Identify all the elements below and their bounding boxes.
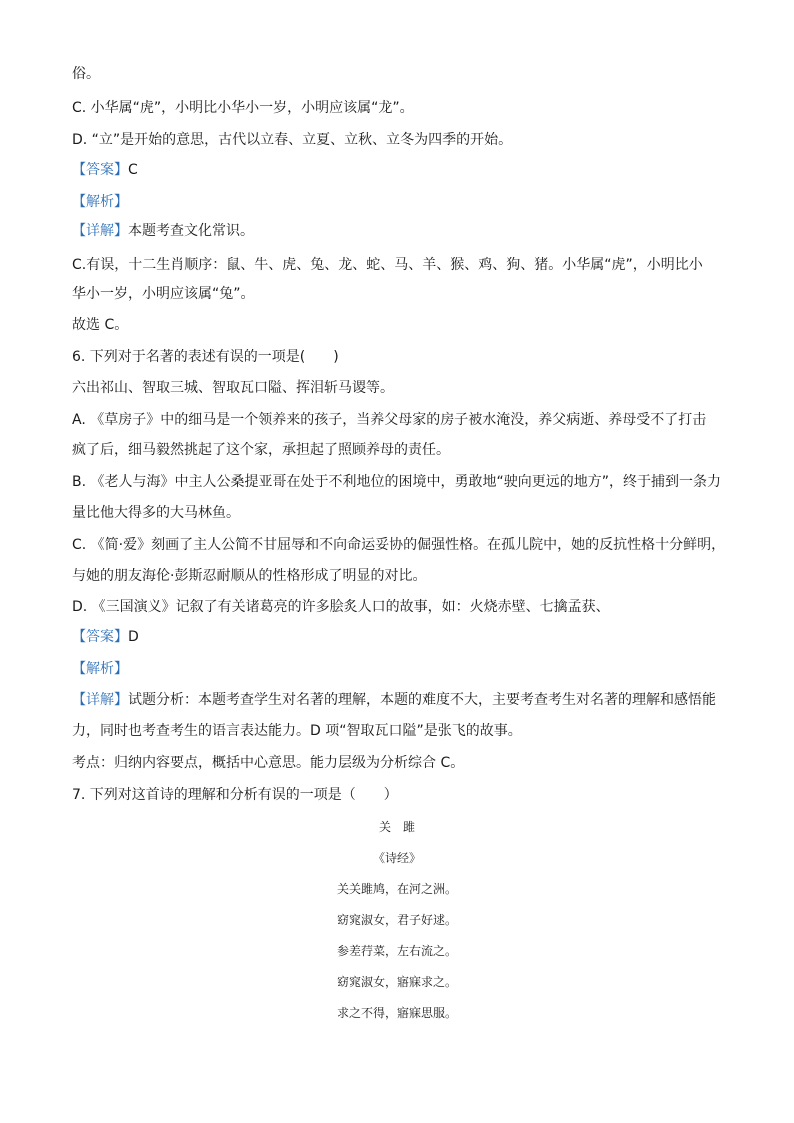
text-line: C. 《简·爱》刻画了主人公简不甘屈辱和不向命运妥协的倔强性格。在孤儿院中，她的反抗性格十分鲜明， (72, 537, 726, 553)
text-line: 疯了后，细马毅然挑起了这个家，承担起了照顾养母的责任。 (72, 442, 450, 458)
text-line: D. “立”是开始的意思，古代以立春、立夏、立秋、立冬为四季的开始。 (72, 132, 513, 148)
text-line: 力，同时也考查考生的语言表达能力。D 项“智取瓦口隘”是张飞的故事。 (72, 723, 522, 739)
poem-verse: 求之不得，寤寐思服。 (336, 1006, 457, 1020)
section-text: 本题考查文化常识。 (128, 223, 254, 239)
section-tag: 【答案】 (72, 162, 128, 178)
text-line: 六出祁山、智取三城、智取瓦口隘、挥泪斩马谡等。 (72, 380, 394, 396)
poem-verse: 窈窕淑女，寤寐求之。 (336, 975, 457, 989)
text-line: 华小一岁，小明应该属“兔”。 (72, 286, 255, 302)
text-line: 与她的朋友海伦·彭斯忍耐顺从的性格形成了明显的对比。 (72, 568, 427, 584)
section-tag: 【详解】 (72, 223, 128, 239)
text-line (72, 659, 128, 679)
section-text: 试题分析：本题考查学生对名著的理解，本题的难度不大，主要考查考生对名著的理解和感悟能 (128, 692, 716, 708)
text-line: A. 《草房子》中的细马是一个领养来的孩子，当养父母家的房子被水淹没，养父病逝、养母受不了打击 (72, 412, 707, 428)
section-tag: 【解析】 (72, 194, 128, 210)
text-line: 故选 C。 (72, 317, 129, 333)
text-line (72, 160, 138, 180)
text-line: 量比他大得多的大马林鱼。 (72, 505, 240, 521)
text-line (72, 627, 139, 647)
poem-title: 关 雎 (378, 820, 415, 834)
text-line: 俗。 (72, 66, 100, 82)
section-tag: 【解析】 (72, 661, 128, 677)
poem-verse: 关关雎鸠，在河之洲。 (336, 882, 457, 896)
text-line (72, 690, 716, 710)
text-line: 7. 下列对这首诗的理解和分析有误的一项是（ ） (72, 787, 398, 803)
poem-source: 《诗经》 (372, 851, 421, 865)
poem-verse: 参差荇菜，左右流之。 (336, 944, 457, 958)
text-line: C. 小华属“虎”，小明比小华小一岁，小明应该属“龙”。 (72, 100, 414, 116)
text-line: D. 《三国演义》记叙了有关诸葛亮的许多脍炙人口的故事，如：火烧赤壁、七擒孟获、 (72, 599, 610, 615)
section-tag: 【答案】 (72, 629, 128, 645)
section-tag: 【详解】 (72, 692, 128, 708)
section-text: C (128, 162, 138, 178)
text-line: 考点：归纳内容要点，概括中心意思。能力层级为分析综合 C。 (72, 755, 465, 771)
text-line (72, 192, 128, 212)
text-line: 6. 下列对于名著的表述有误的一项是( ) (72, 349, 339, 365)
section-text: D (128, 629, 139, 645)
poem-verse: 窈窕淑女，君子好逑。 (336, 913, 457, 927)
text-line: B. 《老人与海》中主人公桑提亚哥在处于不利地位的困境中，勇敢地“驶向更远的地方”，终于捕到一条力 (72, 474, 722, 490)
text-line (72, 221, 254, 241)
text-line: C.有误，十二生肖顺序：鼠、牛、虎、兔、龙、蛇、马、羊、猴、鸡、狗、猪。小华属“虎”，小明比小 (72, 257, 703, 273)
